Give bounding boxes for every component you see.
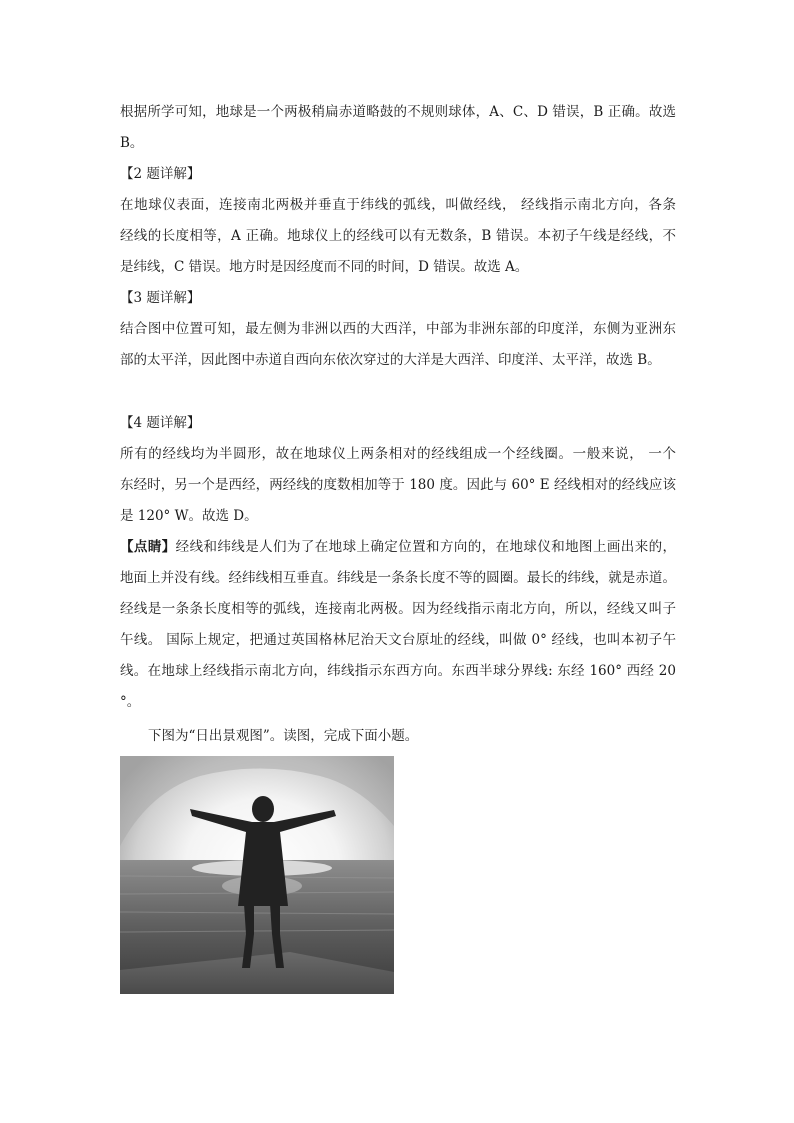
q2-line-2: 经线的长度相等，A 正确。地球仪上的经线可以有无数条，B 错误。本初子午线是经线，不 xyxy=(120,228,676,244)
q4-line-2: 东经时，另一个是西经，两经线的度数相加等于 180 度。因此与 60° E 经线相对的经线应该 xyxy=(120,477,676,493)
tip-line-3: 经线是一条条长度相等的弧线，连接南北两极。因为经线指示南北方向，所以，经线又叫子 xyxy=(120,601,676,617)
tip-line-5: 线。在地球上经线指示南北方向，纬线指示东西方向。东西半球分界线: 东经 160° 西经 20 xyxy=(120,663,676,679)
tip-line-4: 午线。 国际上规定，把通过英国格林尼治天文台原址的经线，叫做 0° 经线，也叫本初子午 xyxy=(120,632,676,648)
q2-line-3: 是纬线，C 错误。地方时是因经度而不同的时间，D 错误。故选 A。 xyxy=(120,259,529,275)
tip-line-6: °。 xyxy=(120,694,141,710)
q4-heading: 【4 题详解】 xyxy=(120,415,201,431)
photo-graphic xyxy=(120,756,394,994)
q2-line-1: 在地球仪表面，连接南北两极并垂直于纬线的弧线，叫做经线， 经线指示南北方向，各条 xyxy=(120,197,676,213)
sunrise-silhouette-photo xyxy=(120,756,394,994)
answer-1-line-1: 根据所学可知，地球是一个两极稍扁赤道略鼓的不规则球体，A、C、D 错误，B 正确。故选 xyxy=(120,104,676,120)
tip-line-2: 地面上并没有线。经纬线相互垂直。纬线是一条条长度不等的圆圈。最长的纬线，就是赤道。 xyxy=(120,570,676,586)
tip-line-1 xyxy=(120,532,676,563)
q3-heading: 【3 题详解】 xyxy=(120,290,201,306)
q4-line-1: 所有的经线均为半圆形，故在地球仪上两条相对的经线组成一个经线圈。一般来说， 一个 xyxy=(120,446,676,462)
tip-block xyxy=(120,532,676,718)
intro-block xyxy=(120,721,676,752)
tip-label: 【点睛】 xyxy=(120,539,176,555)
q4-block xyxy=(120,408,676,532)
q3-line-2: 部的太平洋，因此图中赤道自西向东依次穿过的大洋是大西洋、印度洋、太平洋，故选 B。 xyxy=(120,352,661,368)
q3-line-1: 结合图中位置可知，最左侧为非洲以西的大西洋，中部为非洲东部的印度洋，东侧为亚洲东 xyxy=(120,321,676,337)
q3-block xyxy=(120,283,676,376)
intro-text: 下图为“日出景观图”。读图，完成下面小题。 xyxy=(148,728,419,744)
tip-first-line-text: 经线和纬线是人们为了在地球上确定位置和方向的，在地球仪和地图上画出来的， xyxy=(175,539,676,555)
q4-line-3: 是 120° W。故选 D。 xyxy=(120,508,258,524)
answer-1-block xyxy=(120,97,676,159)
q2-heading: 【2 题详解】 xyxy=(120,166,201,182)
answer-1-line-2: B。 xyxy=(120,135,144,151)
q2-block xyxy=(120,159,676,283)
